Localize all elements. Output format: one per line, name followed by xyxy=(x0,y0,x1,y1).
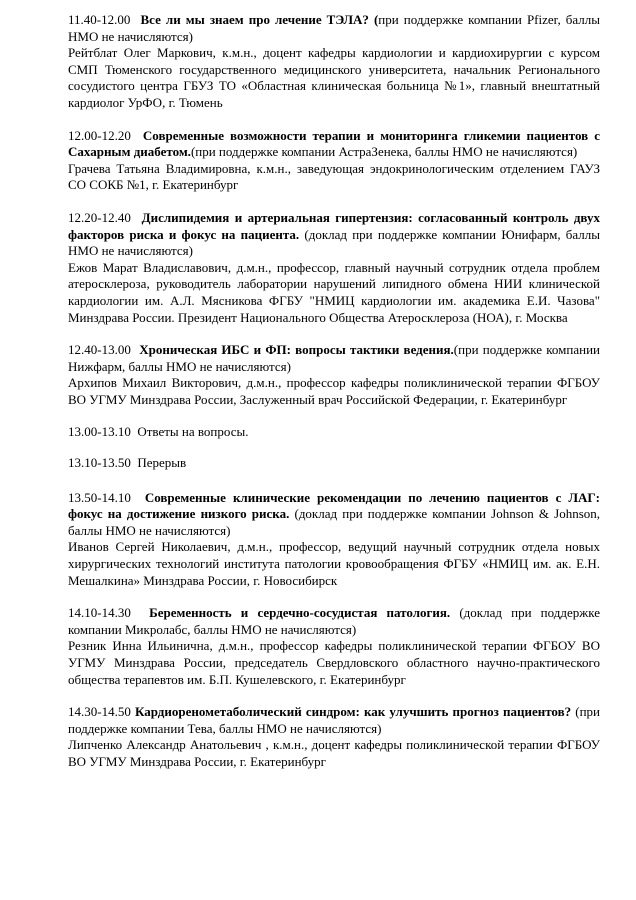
entry-note: (доклад при поддержке компании Юнифарм, баллы НМО не начисляются) xyxy=(68,226,600,259)
entry-speaker: Ежов Марат Владиславович, д.м.н., профессор, главный научный сотрудник отдела проблем атеросклероза, руководитель лаборатории нарушений липидного обмена НИИ клинической кардиологии им. А.Л. Мясникова ФГБУ "НМИЦ кардиологии им. академика Е.И. Чазова" Минздрава России. Президент Национального Общества Атеросклероза (НОА), г. Москва xyxy=(68,259,600,325)
entry-speaker: Резник Инна Ильинична, д.м.н., профессор кафедры поликлинической терапии ФГБОУ ВО УГМУ Минздрава России, председатель Свердловского областного научно-практического общества терапевтов им. Б.П. Кушелевского, г. Екатеринбург xyxy=(68,638,600,687)
simple-item xyxy=(68,455,600,472)
entry-title: Беременность и сердечно-сосудистая патология. xyxy=(149,605,451,621)
entry-heading xyxy=(68,128,600,161)
program-entry xyxy=(68,605,600,688)
simple-item-time: 13.00-13.10 xyxy=(68,424,131,440)
simple-item-text: Ответы на вопросы. xyxy=(137,424,249,440)
program-entry xyxy=(68,210,600,326)
entry-time: 12.00-12.20 xyxy=(68,127,131,143)
program-entry xyxy=(68,342,600,408)
entry-time: 13.50-14.10 xyxy=(68,489,131,505)
entry-time: 12.40-13.00 xyxy=(68,342,131,358)
entry-title: Кардиоренометаболический синдром: как улучшить прогноз пациентов? xyxy=(134,704,572,720)
entry-heading xyxy=(68,605,600,638)
simple-item-time: 13.10-13.50 xyxy=(68,455,131,471)
entry-title: Современные возможности терапии и мониторинга гликемии пациентов с Сахарным диабетом. xyxy=(68,127,600,160)
entry-title: Дислипидемия и артериальная гипертензия: согласованный контроль двух факторов риска и фокус на пациента. xyxy=(68,209,600,242)
entry-title: Современные клинические рекомендации по лечению пациентов с ЛАГ: фокус на достижение низкого риска. xyxy=(68,489,601,522)
entry-time: 14.30-14.50 xyxy=(68,704,131,720)
entry-note: при поддержке компании Pfizer, баллы НМО не начисляются) xyxy=(68,12,600,44)
entry-note: (при поддержке компании Тева, баллы НМО не начисляются) xyxy=(68,704,600,736)
simple-item xyxy=(68,424,600,441)
program-entry xyxy=(68,490,600,590)
entry-note: (при поддержке компании Нижфарм, баллы НМО не начисляются) xyxy=(68,342,601,374)
entry-heading xyxy=(68,210,600,260)
entry-title: Хроническая ИБС и ФП: вопросы тактики ведения. xyxy=(139,342,454,358)
entry-title: Все ли мы знаем про лечение ТЭЛА? ( xyxy=(140,12,379,27)
entry-speaker: Грачева Татьяна Владимировна, к.м.н., заведующая эндокринологическим отделением ГАУЗ СО СОКБ №1, г. Екатеринбург xyxy=(68,160,600,193)
entry-heading xyxy=(68,342,600,375)
program-entry xyxy=(68,128,600,194)
entry-note: (доклад при поддержке компании Johnson & Johnson, баллы НМО не начисляются) xyxy=(68,506,601,538)
entry-speaker: Иванов Сергей Николаевич, д.м.н., профессор, ведущий научный сотрудник отдела новых хирургических технологий института патологии кровообращения ФГБУ «НМИЦ им. ак. Е.Н. Мешалкина» Минздрава России, г. Новосибирск xyxy=(68,539,600,588)
simple-item-text: Перерыв xyxy=(137,455,187,471)
program-entry xyxy=(68,12,600,112)
entry-note: (при поддержке компании АстраЗенека, баллы НМО не начисляются) xyxy=(190,144,578,160)
entry-time: 11.40-12.00 xyxy=(68,12,131,27)
entry-speaker: Липченко Александр Анатольевич , к.м.н., доцент кафедры поликлинической терапии ФГБОУ ВО УГМУ Минздрава России, г. Екатеринбург xyxy=(68,737,600,769)
program-entry xyxy=(68,704,600,770)
entry-speaker: Архипов Михаил Викторович, д.м.н., профессор кафедры поликлинической терапии ФГБОУ ВО УГМУ Минздрава России, Заслуженный врач Российской Федерации, г. Екатеринбург xyxy=(68,375,600,407)
entry-note: (доклад при поддержке компании Микролабс, баллы НМО не начисляются) xyxy=(68,605,601,637)
entry-heading xyxy=(68,704,600,737)
entry-heading xyxy=(68,12,600,45)
entry-time: 12.20-12.40 xyxy=(68,209,131,225)
entry-heading xyxy=(68,490,600,540)
entry-time: 14.10-14.30 xyxy=(68,605,131,621)
entry-speaker: Рейтблат Олег Маркович, к.м.н., доцент кафедры кардиологии и кардиохирургии с курсом СМП Тюменского государственного медицинского университета, начальник Регионального сосудистого центра ГБУЗ ТО «Областная клиническая больница №1», главный внештатный кардиолог УрФО, г. Тюмень xyxy=(68,45,600,110)
